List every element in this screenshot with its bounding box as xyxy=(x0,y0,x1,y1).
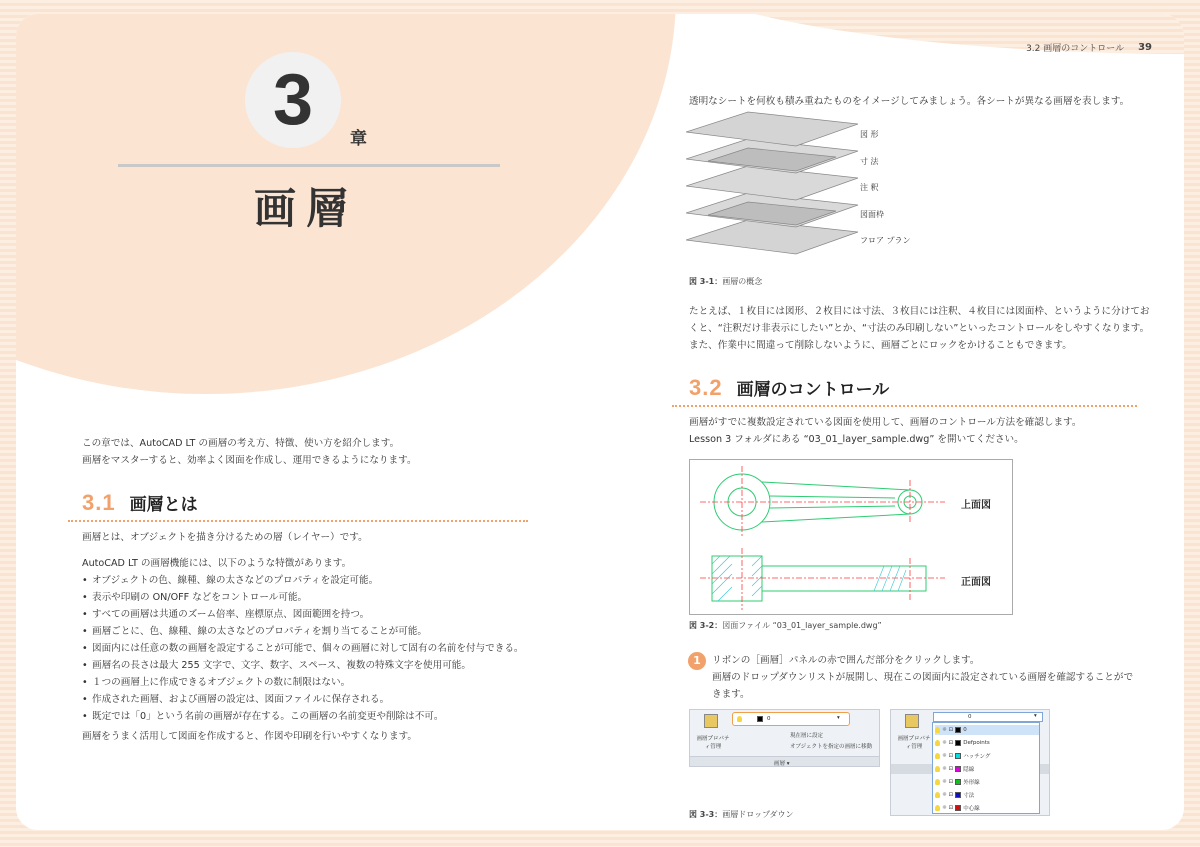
layer-label: 注 釈 xyxy=(860,183,879,192)
layer-name: 0 xyxy=(963,727,967,733)
figure-caption-label: 図 3-2： xyxy=(689,621,723,630)
bulb-icon xyxy=(935,805,940,811)
list-item: • 図面内には任意の数の画層を設定することが可能で、個々の画層に対して固有の名前を付与できる。 xyxy=(82,640,532,657)
features-block xyxy=(82,555,532,725)
section-2-text xyxy=(689,414,1169,448)
current-layer-name: 0 xyxy=(968,714,972,720)
color-swatch xyxy=(955,740,961,746)
list-item: • １つの画層上に作成できるオブジェクトの数に制限はない。 xyxy=(82,674,532,691)
features-list xyxy=(82,572,532,725)
layer-properties-icon xyxy=(704,714,718,728)
figure-caption-text: 画層の概念 xyxy=(722,277,763,286)
figure-caption-label: 図 3-3： xyxy=(689,810,723,819)
list-item: • 既定では「0」という名前の画層が存在する。この画層の名前変更や削除は不可。 xyxy=(82,708,532,725)
layer-row[interactable]: ☼ ⊡ 外形線 xyxy=(935,777,1039,787)
ribbon-layer-panel xyxy=(689,709,880,767)
list-item: • 画層名の長さは最大 255 文字で、文字、数字、スペース、複数の特殊文字を使用可能。 xyxy=(82,657,532,674)
figure-caption xyxy=(689,809,794,820)
chevron-down-icon: ▾ xyxy=(837,715,840,721)
figure-caption-text: 画層ドロップダウン xyxy=(722,810,794,819)
section-title: 画層とは xyxy=(129,495,198,515)
section-underline xyxy=(68,520,528,522)
layer-row[interactable]: ☼ ⊡ 0 xyxy=(935,725,1039,735)
chapter-number: 3 xyxy=(272,60,314,140)
layer-name: 隠線 xyxy=(963,767,975,773)
layer-dropdown-list xyxy=(932,722,1040,814)
bulb-icon xyxy=(935,792,940,798)
layer-label: フロア プラン xyxy=(860,236,911,245)
features-intro: AutoCAD LT の画層機能には、以下のような特徴があります。 xyxy=(82,558,352,569)
current-layer-name: 0 xyxy=(767,716,771,722)
cad-drawing-figure xyxy=(689,459,1013,615)
section-title: 画層のコントロール xyxy=(736,380,890,400)
list-item: • すべての画層は共通のズーム倍率、座標原点、図面範囲を持つ。 xyxy=(82,606,532,623)
section-2-line: Lesson 3 フォルダにある “03_01_layer_sample.dwg” を開いてください。 xyxy=(689,434,1024,445)
step-line: リボンの［画層］パネルの赤で囲んだ部分をクリックします。 xyxy=(712,655,980,666)
color-swatch xyxy=(955,792,961,798)
explanation-line: また、作業中に間違って削除しないように、画層ごとにロックをかけることもできます。 xyxy=(689,340,1072,351)
chapter-number-badge xyxy=(245,52,341,148)
chapter-title: 画層 xyxy=(253,184,358,233)
figure-caption xyxy=(689,620,882,631)
figure-caption-label: 図 3-1： xyxy=(689,277,723,286)
chapter-divider xyxy=(118,164,500,167)
color-swatch xyxy=(757,716,763,722)
page-number: 39 xyxy=(1138,42,1152,53)
section-heading-3-1 xyxy=(82,490,198,516)
step-1-text xyxy=(712,652,1172,703)
step-number-badge: 1 xyxy=(688,652,706,670)
chapter-intro-line: この章では、AutoCAD LT の画層の考え方、特徴、使い方を紹介します。 xyxy=(82,438,400,449)
color-swatch xyxy=(955,727,961,733)
layer-properties-icon xyxy=(905,714,919,728)
layer-label: 図 形 xyxy=(860,130,879,139)
list-item: • 作成された画層、および画層の設定は、図面ファイルに保存される。 xyxy=(82,691,532,708)
running-header-section: 3.2 画層のコントロール xyxy=(1026,44,1125,54)
running-header xyxy=(1026,41,1152,54)
section-underline xyxy=(672,405,1137,407)
color-swatch xyxy=(955,779,961,785)
explanation-line: くと、“注釈だけ非表示にしたい”とか、“寸法のみ印刷しない”といったコントロールをしやすくなります。 xyxy=(689,323,1150,334)
step-line: きます。 xyxy=(712,689,750,700)
layer-name: 寸法 xyxy=(963,793,975,799)
layer-dropdown-open[interactable] xyxy=(933,712,1043,722)
layer-definition: 画層とは、オブジェクトを描き分けるための層（レイヤー）です。 xyxy=(82,532,368,543)
figure-caption-text: 図面ファイル “03_01_layer_sample.dwg” xyxy=(722,621,882,630)
layer-name: 外形線 xyxy=(963,780,980,786)
panel-footer xyxy=(690,756,879,766)
bulb-icon xyxy=(935,779,940,785)
layer-row[interactable]: ☼ ⊡ ハッチング xyxy=(935,751,1039,761)
bulb-icon xyxy=(935,753,940,759)
section-number: 3.1 xyxy=(82,490,116,515)
panel-name[interactable]: 画層 ▾ xyxy=(774,761,790,767)
front-view-label: 正面図 xyxy=(961,577,991,588)
section-2-line: 画層がすでに複数設定されている図面を使用して、画層のコントロール方法を確認します。 xyxy=(689,417,1082,428)
set-current-button[interactable]: 現在層に設定 xyxy=(790,733,824,739)
layer-row[interactable]: ☼ ⊡ 寸法 xyxy=(935,790,1039,800)
layer-properties-button[interactable]: 画層プロパティ管理 xyxy=(897,736,931,750)
layer-analogy-text: 透明なシートを何枚も積み重ねたものをイメージしてみましょう。各シートが異なる画層を表します。 xyxy=(689,96,1130,107)
step-line: 画層のドロップダウンリストが展開し、現在この図面内に設定されている画層を確認することがで xyxy=(712,672,1134,683)
color-swatch xyxy=(955,753,961,759)
layer-label: 図面枠 xyxy=(860,210,884,219)
layer-name: ハッチング xyxy=(963,754,991,760)
list-item: • 表示や印刷の ON/OFF などをコントロール可能。 xyxy=(82,589,532,606)
top-view-label: 上面図 xyxy=(961,500,991,511)
bulb-icon xyxy=(737,716,742,722)
layer-row[interactable]: ☼ ⊡ Defpoints xyxy=(935,738,1039,748)
layer-name: 中心線 xyxy=(963,806,980,812)
list-item: • オブジェクトの色、線種、線の太さなどのプロパティを設定可能。 xyxy=(82,572,532,589)
bulb-icon xyxy=(935,740,940,746)
chapter-intro-line: 画層をマスターすると、効率よく図面を作成し、運用できるようになります。 xyxy=(82,455,417,466)
section-number: 3.2 xyxy=(689,375,723,400)
color-swatch xyxy=(955,805,961,811)
layer-row[interactable]: ☼ ⊡ 隠線 xyxy=(935,764,1039,774)
explanation-line: たとえば、１枚目には図形、２枚目には寸法、３枚目には注釈、４枚目には図面枠、というように分けてお xyxy=(689,306,1150,317)
chapter-intro xyxy=(82,435,522,469)
closing-text: 画層をうまく活用して図面を作成すると、作図や印刷を行いやすくなります。 xyxy=(82,731,418,742)
bulb-icon xyxy=(935,727,940,733)
list-item: • 画層ごとに、色、線種、線の太さなどのプロパティを割り当てることが可能。 xyxy=(82,623,532,640)
chevron-down-icon: ▾ xyxy=(1034,713,1037,719)
layer-dropdown[interactable] xyxy=(732,712,850,726)
layer-properties-button[interactable]: 画層プロパティ管理 xyxy=(696,736,730,750)
figure-caption xyxy=(689,276,762,287)
section-heading-3-2 xyxy=(689,375,889,401)
bulb-icon xyxy=(935,766,940,772)
layer-name: Defpoints xyxy=(963,740,990,746)
move-to-layer-button[interactable]: オブジェクトを指定の画層に移動 xyxy=(790,744,873,750)
layer-explanation xyxy=(689,303,1169,354)
layer-row[interactable]: ☼ ⊡ 中心線 xyxy=(935,803,1039,813)
chapter-suffix: 章 xyxy=(350,129,367,149)
color-swatch xyxy=(955,766,961,772)
layer-label: 寸 法 xyxy=(860,157,879,166)
